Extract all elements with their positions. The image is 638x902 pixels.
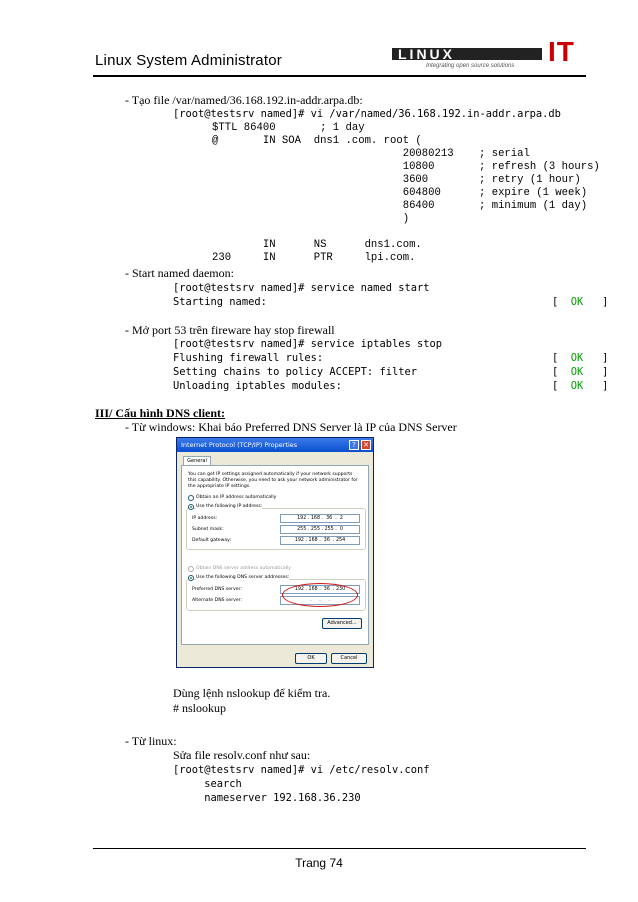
ip-address-field[interactable]: 192 . 168 . 36 . 2 <box>280 514 360 523</box>
nslookup-command: # nslookup <box>173 701 227 715</box>
zone-file-line: 3600 ; retry (1 hour) <box>212 174 581 186</box>
zone-command: [root@testsrv named]# vi /var/named/36.168.192.in-addr.arpa.db <box>173 108 561 120</box>
item-firewall: - Mở port 53 trên fireware hay stop firewall <box>125 323 335 337</box>
zone-file-line: 20080213 ; serial <box>212 148 530 160</box>
ok-status: [ OK ] <box>552 366 609 378</box>
advanced-button[interactable]: Advanced... <box>322 618 362 629</box>
zone-file-line: 86400 ; minimum (1 day) <box>212 200 588 212</box>
zone-file-line: $TTL 86400 ; 1 day <box>212 122 365 134</box>
dialog-title: Internet Protocol (TCP/IP) Properties <box>181 441 298 449</box>
logo-tagline: Integrating open source solutions <box>426 63 515 69</box>
header-title: Linux System Administrator <box>95 52 282 69</box>
ip-address-label: IP address: <box>192 516 218 521</box>
section-heading-dns-client: III/ Cấu hình DNS client: <box>95 406 226 420</box>
cancel-button[interactable]: Cancel <box>331 653 367 664</box>
nslookup-instruction: Dùng lệnh nslookup để kiểm tra. <box>173 686 331 700</box>
item-linux: - Từ linux: <box>125 734 177 748</box>
logo-text: LINUX <box>398 46 455 62</box>
subnet-mask-label: Subnet mask: <box>192 527 224 532</box>
start-command: [root@testsrv named]# service named start <box>173 282 430 294</box>
zone-file-content <box>212 122 600 265</box>
radio-use-ip[interactable] <box>188 504 194 510</box>
start-output: Starting named: <box>173 296 267 308</box>
close-icon[interactable]: ✕ <box>361 440 371 450</box>
alternate-dns-field[interactable]: . . . <box>280 596 360 605</box>
linux-instruction: Sửa file resolv.conf như sau: <box>173 748 311 762</box>
subnet-mask-field[interactable]: 255 . 255 . 255 . 0 <box>280 525 360 534</box>
logo-it: IT <box>548 36 575 67</box>
gateway-label: Default gateway: <box>192 538 232 543</box>
general-panel <box>181 465 369 645</box>
zone-file-line: 604800 ; expire (1 week) <box>212 187 588 199</box>
tcpip-properties-dialog <box>176 437 374 668</box>
firewall-command: [root@testsrv named]# service iptables stop <box>173 338 442 350</box>
firewall-output-1: Flushing firewall rules: <box>173 352 324 364</box>
zone-file-line: IN NS dns1.com. <box>212 239 422 251</box>
radio-auto-dns-label: Obtain DNS server address automatically <box>196 566 291 571</box>
ok-status: [ OK ] <box>552 352 609 364</box>
radio-use-dns-label: Use the following DNS server addresses: <box>196 575 290 580</box>
item-windows: - Từ windows: Khai báo Preferred DNS Server là IP của DNS Server <box>125 420 457 434</box>
radio-auto-ip[interactable] <box>188 495 194 501</box>
highlight-circle <box>282 583 358 607</box>
zone-file-line: 230 IN PTR lpi.com. <box>212 252 416 264</box>
resolv-nameserver: nameserver 192.168.36.230 <box>173 792 361 804</box>
zone-file-line: @ IN SOA dns1 .com. root ( <box>212 135 422 147</box>
preferred-dns-field[interactable]: 192 . 168 . 36 . 230 <box>280 585 360 594</box>
tab-general[interactable]: General <box>183 456 211 466</box>
radio-use-dns[interactable] <box>188 575 194 581</box>
zone-file-line: 10800 ; refresh (3 hours) <box>212 161 600 173</box>
dialog-titlebar <box>177 438 373 452</box>
resolv-search: search <box>173 778 242 790</box>
preferred-dns-label: Preferred DNS server: <box>192 587 242 592</box>
alternate-dns-label: Alternate DNS server: <box>192 598 243 603</box>
ok-button[interactable]: OK <box>295 653 327 664</box>
intro-text: You can get IP settings assigned automatically if your network supports this capability. Otherwise, you need to ask your network administrator for the appropriate IP settings. <box>188 472 358 489</box>
radio-auto-dns[interactable] <box>188 566 194 572</box>
resolv-command: [root@testsrv named]# vi /etc/resolv.conf <box>173 764 430 776</box>
page-number: Trang 74 <box>295 856 343 870</box>
ok-status: [ OK ] <box>552 296 609 308</box>
item-start-named: - Start named daemon: <box>125 266 234 280</box>
radio-use-ip-label: Use the following IP address: <box>196 504 263 509</box>
zone-file-line <box>212 226 600 239</box>
help-icon[interactable]: ? <box>349 440 359 450</box>
footer-rule <box>93 848 586 849</box>
zone-file-line: ) <box>212 213 410 225</box>
header-rule <box>93 75 586 77</box>
item-zone-file: - Tạo file /var/named/36.168.192.in-addr.arpa.db: <box>125 93 363 107</box>
firewall-output-3: Unloading iptables modules: <box>173 380 342 392</box>
gateway-field[interactable]: 192 . 168 . 36 . 254 <box>280 536 360 545</box>
radio-auto-ip-label: Obtain an IP address automatically <box>196 495 277 500</box>
ok-status: [ OK ] <box>552 380 609 392</box>
firewall-output-2: Setting chains to policy ACCEPT: filter <box>173 366 417 378</box>
